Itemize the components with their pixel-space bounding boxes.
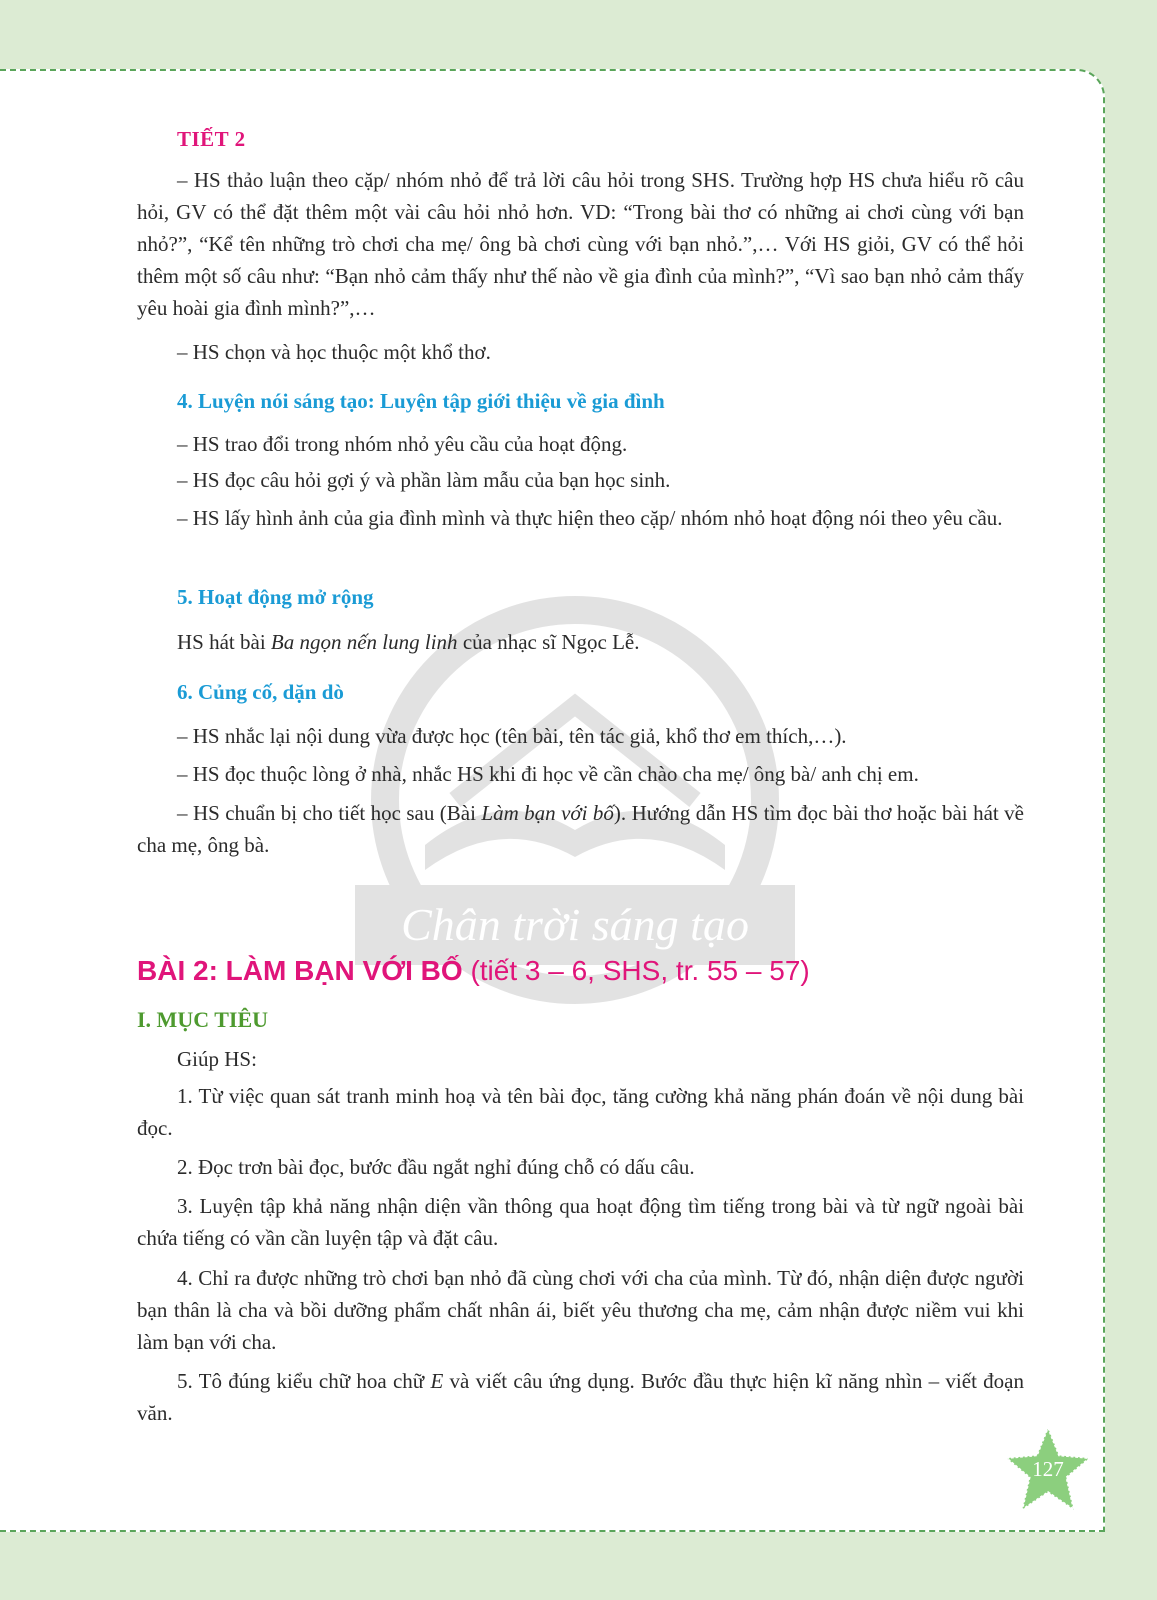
section-6-item-2: – HS đọc thuộc lòng ở nhà, nhắc HS khi đi học về cần chào cha mẹ/ ông bà/ anh chị em.: [177, 762, 919, 786]
section-4-heading: 4. Luyện nói sáng tạo: Luyện tập giới thiệu về gia đình: [177, 389, 665, 413]
objectives-heading: I. MỤC TIÊU: [137, 1007, 269, 1032]
section-5-heading: 5. Hoạt động mở rộng: [177, 585, 374, 609]
tiet-2-paragraph-2: – HS chọn và học thuộc một khổ thơ.: [177, 340, 491, 364]
section-4-item-2: – HS đọc câu hỏi gợi ý và phần làm mẫu của bạn học sinh.: [177, 468, 671, 492]
objective-3: 3. Luyện tập khả năng nhận diện vần thông qua hoạt động tìm tiếng trong bài và từ ngữ ngoài bài chứa tiếng có vần cần luyện tập và đặt câu.: [137, 1194, 1024, 1250]
objective-2: 2. Đọc trơn bài đọc, bước đầu ngắt nghỉ đúng chỗ có dấu câu.: [177, 1155, 695, 1179]
objective-4: 4. Chỉ ra được những trò chơi bạn nhỏ đã cùng chơi với cha của mình. Từ đó, nhận diện được người bạn thân là cha và bồi dưỡng phẩm chất nhân ái, biết yêu thương cha mẹ, cảm nhận được niềm vui khi làm bạn với cha.: [137, 1266, 1024, 1354]
tiet-2-heading: TIẾT 2: [177, 127, 246, 151]
tiet-2-paragraph-1: – HS thảo luận theo cặp/ nhóm nhỏ để trả lời câu hỏi trong SHS. Trường hợp HS chưa hiểu rõ câu hỏi, GV có thể đặt thêm một vài câu hỏi nhỏ hơn. VD: “Trong bài thơ có những ai chơi cùng với bạn nhỏ?”, “Kể tên những trò chơi cha mẹ/ ông bà chơi cùng với bạn nhỏ.”,… Với HS giỏi, GV có thể hỏi thêm một số câu như: “Bạn nhỏ cảm thấy như thế nào về gia đình của mình?”, “Vì sao bạn nhỏ cảm thấy yêu hoài gia đình mình?”,…: [137, 168, 1024, 320]
section-6-heading: 6. Củng cố, dặn dò: [177, 680, 344, 704]
section-4-item-1: – HS trao đổi trong nhóm nhỏ yêu cầu của hoạt động.: [177, 432, 628, 456]
objective-5: 5. Tô đúng kiểu chữ hoa chữ E và viết câu ứng dụng. Bước đầu thực hiện kĩ năng nhìn – viết đoạn văn.: [137, 1369, 1024, 1425]
section-5-paragraph: HS hát bài Ba ngọn nến lung linh của nhạc sĩ Ngọc Lễ.: [177, 630, 640, 654]
section-6-item-3: – HS chuẩn bị cho tiết học sau (Bài Làm bạn với bố). Hướng dẫn HS tìm đọc bài thơ hoặc bài hát về cha mẹ, ông bà.: [137, 801, 1024, 857]
lesson-2-title: BÀI 2: LÀM BẠN VỚI BỐ (tiết 3 – 6, SHS, tr. 55 – 57): [137, 955, 810, 986]
section-4-item-3: – HS lấy hình ảnh của gia đình mình và thực hiện theo cặp/ nhóm nhỏ hoạt động nói theo yêu cầu.: [177, 506, 1003, 530]
objectives-intro: Giúp HS:: [177, 1047, 257, 1071]
page-number: 127: [1032, 1457, 1064, 1481]
objective-1: 1. Từ việc quan sát tranh minh hoạ và tên bài đọc, tăng cường khả năng phán đoán về nội dung bài đọc.: [137, 1084, 1024, 1140]
section-6-item-1: – HS nhắc lại nội dung vừa được học (tên bài, tên tác giả, khổ thơ em thích,…).: [177, 724, 847, 748]
